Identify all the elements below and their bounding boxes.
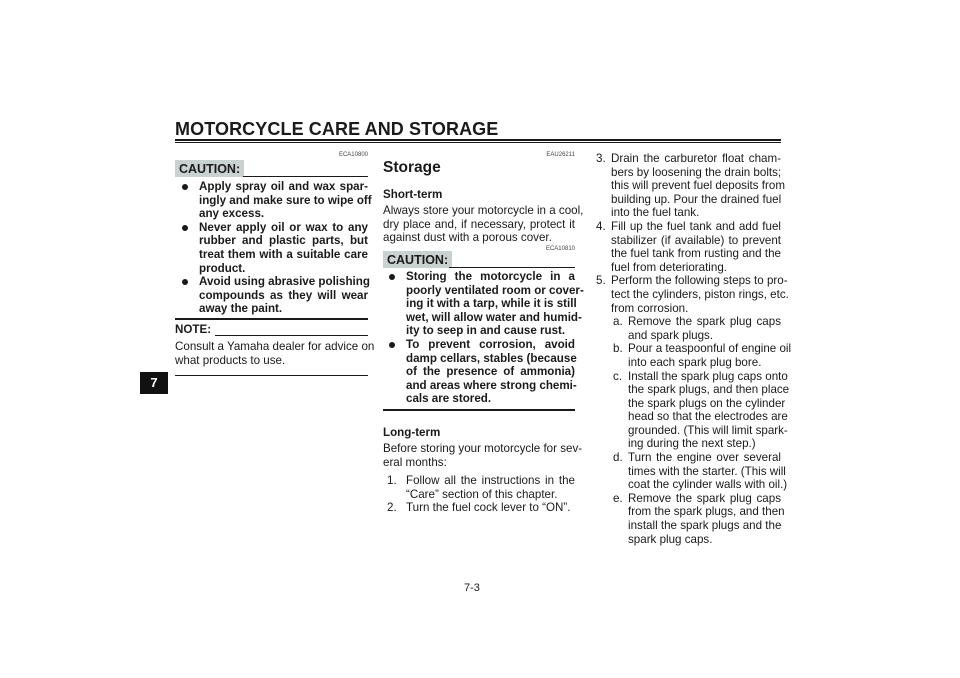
caution-rule — [449, 267, 575, 268]
text-line: this will prevent fuel deposits from — [611, 179, 785, 193]
text-line: and spark plugs. — [628, 328, 714, 342]
note-label: NOTE: — [175, 323, 212, 336]
text-line: fuel from deteriorating. — [611, 260, 727, 274]
note-end-rule — [175, 375, 368, 376]
text-line: into the fuel tank. — [611, 206, 700, 220]
substep-item — [613, 315, 781, 342]
text-line: Always store your motorcycle in a cool, — [383, 204, 584, 217]
page-title: MOTORCYCLE CARE AND STORAGE — [175, 119, 499, 139]
text-line: Install the spark plug caps onto — [628, 369, 788, 383]
text-line: head so that the electrodes are — [628, 410, 788, 424]
text-line: cals are stored. — [406, 392, 492, 406]
caution-label: CAUTION: — [175, 160, 244, 177]
bullet-item — [199, 180, 372, 221]
text-line: Remove the spark plug caps — [628, 315, 781, 329]
text-line: Before storing your motorcycle for sev- — [383, 442, 583, 455]
step-item — [596, 219, 781, 274]
text-line: and areas where strong chemi- — [406, 378, 577, 392]
text-line: building up. Pour the drained fuel — [611, 192, 782, 206]
text-line: Storing the motorcycle in a — [406, 270, 575, 283]
text-line: “Care” section of this chapter. — [406, 487, 558, 501]
substep-item — [613, 451, 788, 492]
page-number: 7-3 — [464, 582, 480, 594]
step-item — [596, 152, 785, 220]
note-rule — [215, 335, 368, 336]
bullet-icon — [182, 279, 188, 285]
text-line: any excess. — [199, 207, 265, 221]
title-rule — [175, 139, 781, 141]
text-line: ing during the next step.) — [628, 437, 756, 451]
text-line: Remove the spark plug caps — [628, 491, 781, 505]
bullet-icon — [182, 184, 188, 190]
long-term-heading: Long-term — [383, 426, 441, 439]
text-line: rubber and plastic parts, but — [199, 234, 368, 248]
section-code: EAU26211 — [546, 152, 575, 158]
short-term-text — [383, 204, 584, 245]
text-line: against dust with a porous cover. — [383, 231, 552, 245]
long-term-text — [383, 442, 583, 469]
text-line: eral months: — [383, 455, 447, 469]
text-line: coat the cylinder walls with oil.) — [628, 478, 788, 492]
text-line: Drain the carburetor float cham- — [611, 152, 781, 165]
text-line: into each spark plug bore. — [628, 355, 762, 369]
text-line: compounds as they will wear — [199, 288, 368, 302]
bullet-icon — [182, 225, 188, 231]
text-line: Turn the fuel cock lever to “ON”. — [406, 501, 571, 515]
text-line: Fill up the fuel tank and add fuel — [611, 219, 781, 233]
caution-end-rule — [175, 318, 368, 320]
text-line: from corrosion. — [611, 301, 689, 315]
step-item-number: 4. — [596, 219, 606, 233]
step-item-number: 3. — [596, 152, 606, 165]
substep-item-number: e. — [613, 491, 623, 505]
text-line: Turn the engine over several — [628, 451, 781, 465]
step-item — [596, 274, 789, 315]
text-line: Pour a teaspoonful of engine oil — [628, 342, 792, 356]
text-line: the fuel tank from rusting and the — [611, 247, 781, 261]
bullet-icon — [389, 342, 395, 348]
text-line: spark plug caps. — [628, 532, 713, 546]
substep-item-number: a. — [613, 315, 623, 329]
caution-label: CAUTION: — [383, 251, 452, 268]
bullet-item — [199, 221, 368, 275]
text-line: ingly and make sure to wipe off — [199, 193, 372, 207]
caution-code: ECA10810 — [545, 246, 575, 252]
caution-bullet-list — [199, 180, 372, 316]
step-item — [387, 501, 575, 515]
text-line: install the spark plugs and the — [628, 519, 782, 533]
caution-bullet-list — [406, 270, 584, 406]
text-line: To prevent corrosion, avoid — [406, 337, 575, 351]
bullet-item — [406, 338, 575, 406]
text-line: Avoid using abrasive polishing — [199, 275, 370, 289]
text-line: Apply spray oil and wax spar- — [199, 180, 368, 193]
caution-rule — [243, 176, 368, 177]
caution-code: ECA10800 — [338, 152, 368, 158]
text-line: product. — [199, 261, 246, 275]
text-line: damp cellars, stables (because — [406, 351, 577, 365]
bullet-icon — [389, 274, 395, 280]
text-line: poorly ventilated room or cover- — [406, 283, 584, 297]
substep-item-number: d. — [613, 451, 623, 465]
long-term-steps — [387, 474, 575, 515]
substep-item-number: c. — [613, 369, 623, 383]
bullet-item — [406, 270, 584, 338]
step-item — [387, 474, 575, 501]
text-line: Consult a Yamaha dealer for advice on — [175, 340, 375, 353]
text-line: away the paint. — [199, 302, 283, 316]
substep-item — [613, 369, 790, 452]
text-line: bers by loosening the drain bolts; — [611, 165, 782, 179]
storage-steps — [596, 152, 792, 546]
text-line: ity to seep in and cause rust. — [406, 324, 566, 338]
text-line: ing it with a tarp, while it is still — [406, 297, 577, 311]
substep-item-number: b. — [613, 342, 623, 356]
text-line: dry place and, if necessary, protect it — [383, 217, 575, 231]
text-line: stabilizer (if available) to prevent — [611, 233, 781, 247]
title-rule-thin — [175, 142, 781, 143]
bullet-item — [199, 275, 368, 316]
text-line: Perform the following steps to pro- — [611, 274, 788, 288]
section-title: Storage — [383, 159, 441, 176]
substep-item — [613, 491, 785, 546]
step-item-number: 1. — [387, 474, 397, 487]
text-line: of the presence of ammonia) — [406, 365, 575, 379]
step-item-number: 2. — [387, 501, 397, 515]
text-line: the spark plugs, and then place — [628, 383, 790, 397]
step-item-number: 5. — [596, 274, 606, 288]
text-line: Never apply oil or wax to any — [199, 220, 368, 234]
text-line: tect the cylinders, piston rings, etc. — [611, 287, 789, 301]
text-line: from the spark plugs, and then — [628, 505, 785, 519]
text-line: wet, will allow water and humid- — [406, 310, 582, 324]
substep-list — [611, 315, 792, 546]
text-line: what products to use. — [175, 353, 286, 367]
text-line: treat them with a suitable care — [199, 247, 368, 261]
text-line: times with the starter. (This will — [628, 464, 786, 478]
substep-item — [613, 342, 792, 369]
caution-end-rule — [383, 409, 575, 411]
note-text — [175, 340, 375, 367]
text-line: the spark plugs on the cylinder — [628, 396, 786, 410]
short-term-heading: Short-term — [383, 188, 443, 201]
text-line: Follow all the instructions in the — [406, 474, 575, 487]
chapter-tab[interactable]: 7 — [140, 372, 168, 394]
text-line: grounded. (This will limit spark- — [628, 423, 788, 437]
